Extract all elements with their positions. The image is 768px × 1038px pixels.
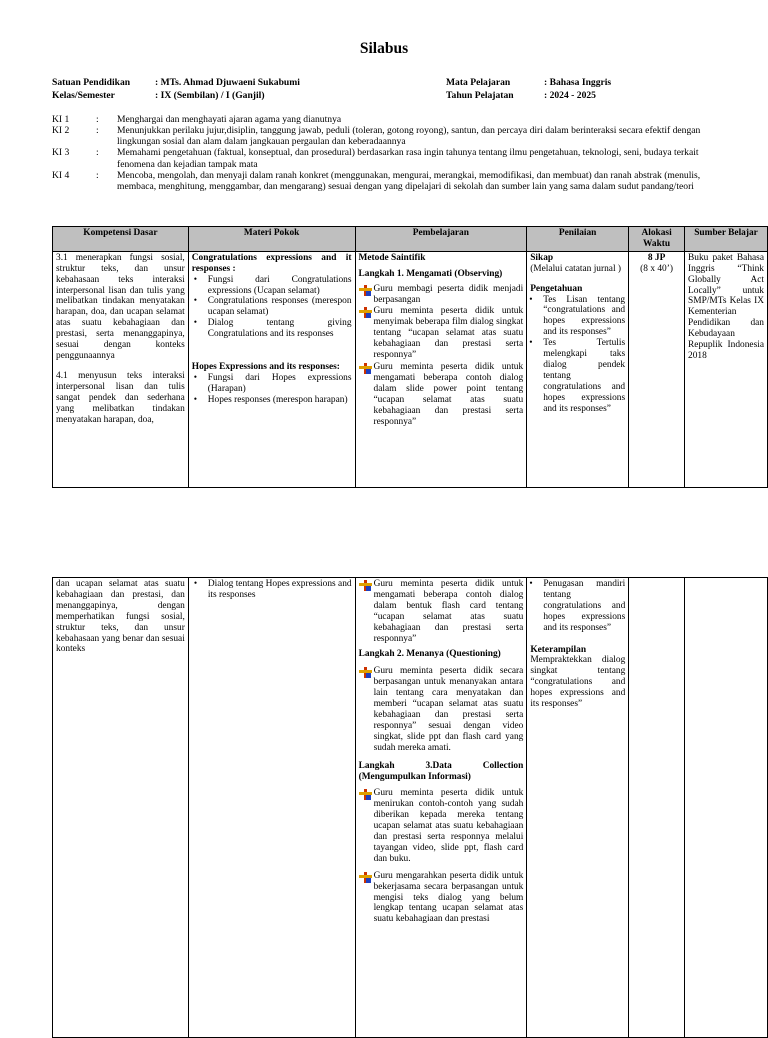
list-item	[359, 362, 524, 427]
list-item	[359, 306, 524, 361]
alokasi-cell	[629, 251, 685, 487]
meta-row	[52, 77, 300, 90]
meta-label: Mata Pelajaran	[446, 77, 511, 88]
list-item: • Penugasan mandiri tentang congratulations and hopes expressions and its responses”	[543, 579, 625, 634]
meta-value: : MTs. Ahmad Djuwaeni Sukabumi	[155, 77, 300, 88]
kd-cell	[53, 578, 189, 1038]
table-header-row	[53, 227, 768, 252]
syllabus-table	[52, 226, 768, 488]
method-title: Metode Saintifik	[358, 252, 426, 263]
header-alokasi: Alokasi Waktu	[629, 227, 685, 252]
header-pembelajaran: Pembelajaran	[355, 227, 527, 252]
cross-bullet-icon	[359, 363, 374, 374]
step-title: Langkah 3.Data Collection (Mengumpulkan Informasi)	[358, 760, 524, 782]
allocation-detail: (8 x 40’)	[640, 263, 673, 274]
header-penilaian: Penilaian	[527, 227, 629, 252]
meta-label: Satuan Pendidikan	[52, 77, 131, 88]
penilaian-cell	[527, 578, 629, 1038]
sumber-cell	[685, 578, 768, 1038]
penilaian-cell	[527, 251, 629, 487]
ki-colon: :	[96, 125, 99, 137]
cross-bullet-icon	[359, 285, 374, 296]
list-item: • Fungsi dari Congratulations expressions (Ucapan selamat)	[208, 275, 352, 297]
ki-item	[52, 170, 722, 192]
list-item: • Tes Lisan tentang “congratulations and hopes expressions and its responses”	[543, 295, 625, 339]
meta-row	[52, 90, 300, 103]
list-item: • Congratulations responses (merespon ucapan selamat)	[208, 296, 352, 318]
meta-value: : Bahasa Inggris	[544, 77, 612, 88]
source-text: Buku paket Bahasa Inggris “Think Globally Act Locally” untuk SMP/MTs Kelas IX Kementerian Pendidikan dan Kebudayaan Repuplik Indonesia 2018	[688, 252, 764, 361]
list-item	[359, 579, 524, 644]
assessment-text: (Melalui catatan jurnal )	[530, 263, 622, 274]
kd-cell	[53, 251, 189, 487]
core-competencies	[52, 114, 722, 192]
activity-text: Guru membagi peserta didik menjadi berpasangan	[373, 283, 524, 305]
materi-cell	[188, 251, 355, 487]
list-item	[359, 788, 524, 864]
syllabus-table-continued	[52, 577, 768, 1038]
meta-row	[446, 77, 611, 90]
ki-text: Memahami pengetahuan (faktual, konseptual, dan prosedural) berdasarkan rasa ingin tahunya tentang ilmu pengetahuan, teknologi, seni, budaya terkait fenomena dan kejadian tampak mata	[117, 147, 699, 170]
activity-text: Guru meminta peserta didik untuk menyimak beberapa film dialog singkat tentang “ucapan selamat atas suatu kebahagiaan dan prestasi serta responnya”	[373, 306, 524, 361]
meta-label: Kelas/Semester	[52, 90, 115, 101]
cross-bullet-icon	[359, 580, 374, 591]
step-title: Langkah 1. Mengamati (Observing)	[358, 268, 503, 279]
materi-cell	[188, 578, 355, 1038]
list-item	[359, 284, 524, 306]
kd-text: 3.1 menerapkan fungsi sosial, struktur teks, dan unsur kebahasaan teks interaksi interpersonal lisan dan tulis yang melibatkan tindakan menyatakan harapan, doa, dan ucapan selamat atas suatu kebahagiaan dan prestasi, serta menanggapinya, sesuai dengan konteks penggunaannya	[56, 252, 185, 361]
list-item: • Tes Tertulis melengkapi taks dialog pendek tentang congratulations and hopes expressions and its responses”	[543, 338, 625, 414]
ki-item	[52, 125, 722, 147]
assessment-heading: Keterampilan	[530, 644, 587, 655]
activity-text: Guru meminta peserta didik untuk mengamati beberapa contoh dialog dalam slide power point tentang “ucapan selamat atas suatu kebahagiaan dan prestasi serta responnya”	[373, 361, 524, 427]
ki-colon: :	[96, 147, 99, 159]
meta-row	[446, 90, 611, 103]
ki-text: Menghargai dan menghayati ajaran agama yang dianutnya	[117, 114, 342, 125]
meta-value: : 2024 - 2025	[544, 90, 596, 101]
materi-heading: Congratulations expressions and it responses :	[191, 252, 352, 274]
kd-text: 4.1 menyusun teks interaksi interpersonal lisan dan tulis sangat pendek dan sederhana yang melibatkan tindakan menyatakan harapan, doa,	[56, 370, 185, 425]
identity-left	[52, 77, 300, 103]
activity-text: Guru mengarahkan peserta didik untuk bekerjasama secara berpasangan untuk mengisi teks dialog yang belum lengkap tentang ucapan selamat atas suatu kebahagiaan dan prestasi	[373, 870, 524, 925]
header-kd: Kompetensi Dasar	[53, 227, 189, 252]
cross-bullet-icon	[359, 789, 374, 800]
assessment-text: Mempraktekkan dialog singkat tentang “congratulations and hopes expressions and its responses”	[530, 655, 626, 710]
meta-value: : IX (Sembilan) / I (Ganjil)	[155, 90, 265, 101]
cross-bullet-icon	[359, 307, 374, 318]
activity-text: Guru meminta peserta didik untuk mengamati beberapa contoh dialog dalam bentuk flash card tentang “ucapan selamat atas suatu kebahagiaan dan prestasi serta responnya”	[373, 579, 524, 644]
list-item	[359, 871, 524, 926]
pembelajaran-cell	[355, 578, 527, 1038]
list-item: • Hopes responses (merespon harapan)	[208, 395, 352, 406]
ki-code: KI 3	[52, 147, 70, 159]
pembelajaran-cell	[355, 251, 527, 487]
step-title: Langkah 2. Menanya (Questioning)	[358, 649, 501, 660]
ki-text: Menunjukkan perilaku jujur,disiplin, tanggung jawab, peduli (toleran, gotong royong), santun, dan percaya diri dalam berinteraksi secara efektif dengan lingkungan sosial dan alam dalam jangkauan pergaulan dan keberadaannya	[117, 125, 701, 148]
table-row	[53, 251, 768, 487]
list-item: • Dialog tentang giving Congratulations and its responses	[208, 318, 352, 340]
assessment-heading: Sikap	[530, 252, 554, 263]
ki-code: KI 2	[52, 125, 70, 137]
page-title: Silabus	[359, 40, 409, 57]
cross-bullet-icon	[359, 872, 374, 883]
assessment-heading: Pengetahuan	[530, 283, 583, 294]
ki-colon: :	[96, 114, 99, 125]
ki-colon: :	[96, 169, 99, 181]
allocation-jp: 8 JP	[647, 252, 666, 263]
ki-code: KI 1	[52, 114, 70, 125]
activity-text: Guru meminta peserta didik untuk menirukan contoh-contoh yang sudah diberikan kepada mereka tentang ucapan selamat atas suatu kebahagiaan dan prestasi serta responnya melalui tayangan video, slide ppt, flash card dan buku.	[373, 788, 524, 864]
list-item: • Fungsi dari Hopes expressions (Harapan)	[208, 373, 352, 395]
activity-text: Guru meminta peserta didik secara berpasangan untuk menanyakan antara lain tentang cara menyatakan dan memberi “ucapan selamat atas suatu kebahagiaan dan prestasi serta responnya” sesuai dengan video singkat, slide ppt dan flash card yang sudah mereka amati.	[373, 666, 524, 753]
cross-bullet-icon	[359, 667, 374, 678]
meta-label: Tahun Pelajatan	[446, 90, 514, 101]
header-materi: Materi Pokok	[188, 227, 355, 252]
ki-text: Mencoba, mengolah, dan menyaji dalam ranah konkret (menggunakan, mengurai, merangkai, memodifikasi, dan membuat) dan ranah abstrak (menulis, membaca, menghitung, menggambar, dan mengarang) sesuai dengan yang dipelajari di sekolah dan sumber lain yang sama dalam sudut pandang/teori	[117, 169, 701, 192]
table-row	[53, 578, 768, 1038]
list-item	[359, 666, 524, 753]
sumber-cell	[685, 251, 768, 487]
kd-text: dan ucapan selamat atas suatu kebahagiaan dan prestasi, dan menanggapinya, dengan memperhatikan fungsi sosial, struktur teks, dan unsur kebahasaan yang benar dan sesuai konteks	[56, 579, 185, 655]
identity-right	[446, 77, 611, 103]
ki-item	[52, 114, 722, 125]
materi-heading: Hopes Expressions and its responses:	[191, 362, 340, 373]
ki-code: KI 4	[52, 169, 70, 181]
list-item: • Dialog tentang Hopes expressions and its responses	[208, 579, 352, 601]
alokasi-cell	[629, 578, 685, 1038]
ki-item	[52, 147, 722, 169]
header-sumber: Sumber Belajar	[685, 227, 768, 252]
